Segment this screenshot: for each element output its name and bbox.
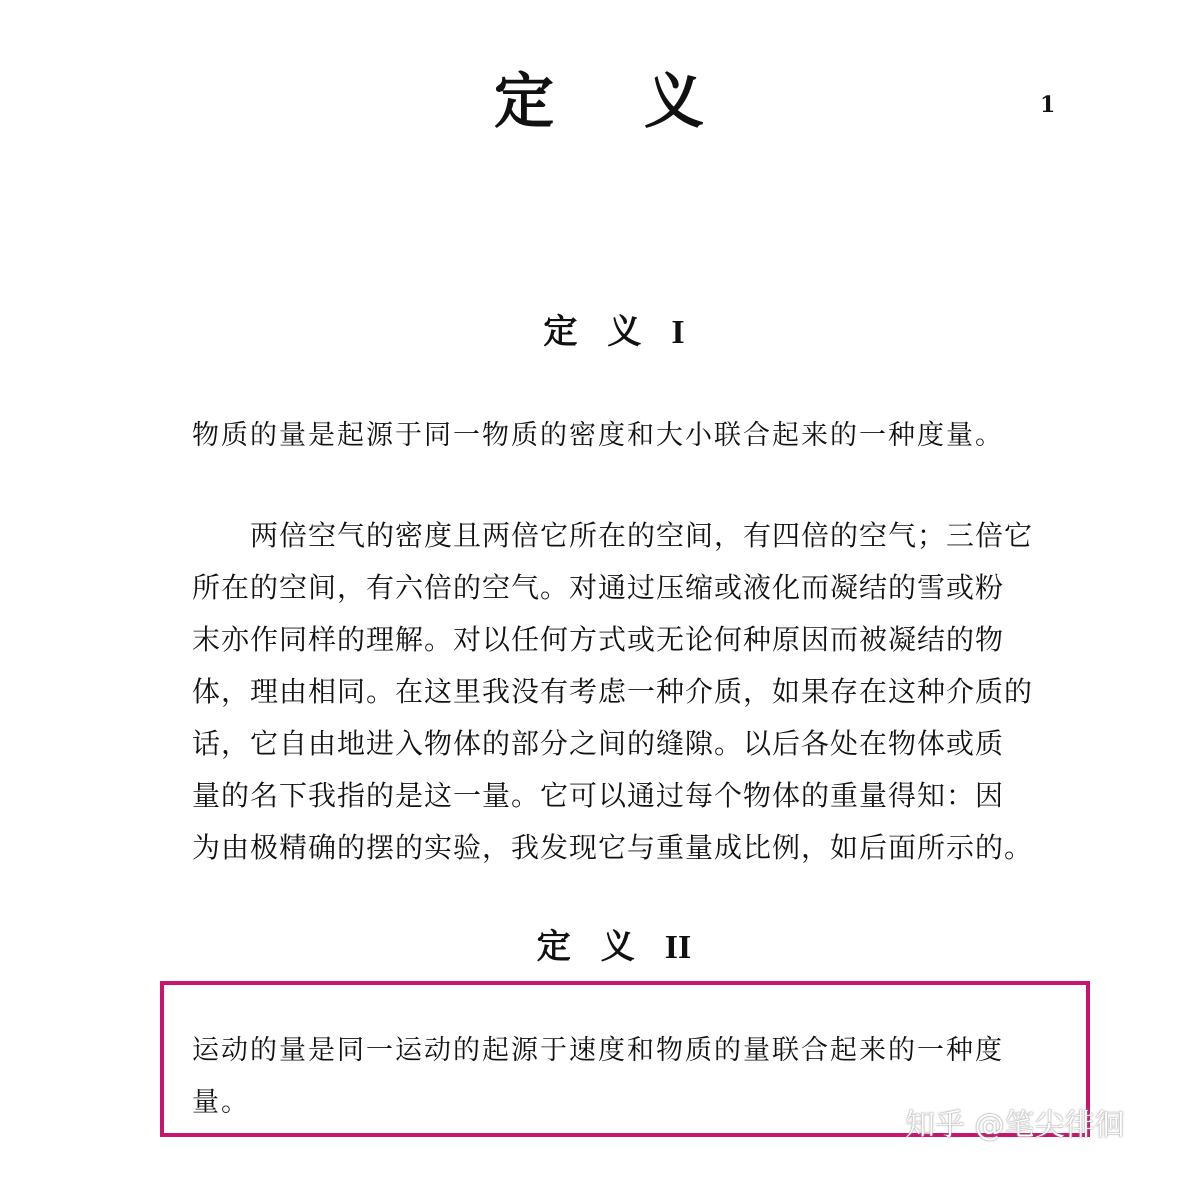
definition-2-line-2: 量。 — [192, 1087, 250, 1118]
paragraph-line: 末亦作同样的理解。对以任何方式或无论何种原因而被凝结的物 — [192, 623, 1005, 656]
watermark: 知乎 @笔尖徘徊 — [905, 1108, 1125, 1143]
heading-word-2: 义 — [600, 927, 635, 967]
heading-numeral: I — [671, 314, 685, 351]
page-title — [0, 62, 1198, 142]
heading-word-1: 定 — [543, 312, 578, 352]
definition-1-text: 物质的量是起源于同一物质的密度和大小联合起来的一种度量。 — [192, 420, 1004, 451]
page-title-char-1: 定 — [494, 67, 554, 137]
paragraph-line: 体，理由相同。在这里我没有考虑一种介质，如果存在这种介质的 — [192, 675, 1034, 708]
paragraph-line: 话，它自由地进入物体的部分之间的缝隙。以后各处在物体或质 — [192, 727, 1005, 760]
definition-2-line-1: 运动的量是同一运动的起源于速度和物质的量联合起来的一种度 — [192, 1035, 1004, 1066]
heading-numeral: II — [664, 929, 692, 966]
page-title-char-2: 义 — [644, 67, 704, 137]
section-heading-1 — [0, 310, 1198, 355]
paragraph-line: 所在的空间，有六倍的空气。对通过压缩或液化而凝结的雪或粉 — [192, 571, 1005, 604]
paragraph-line: 量的名下我指的是这一量。它可以通过每个物体的重量得知：因 — [192, 779, 1005, 812]
paragraph-line: 为由极精确的摆的实验，我发现它与重量成比例，如后面所示的。 — [192, 831, 1034, 864]
heading-word-2: 义 — [607, 312, 642, 352]
section-heading-2 — [0, 925, 1198, 970]
heading-word-1: 定 — [536, 927, 571, 967]
paragraph-line: 两倍空气的密度且两倍它所在的空间，有四倍的空气；三倍它 — [250, 519, 1034, 552]
page-number: 1 — [1040, 92, 1056, 118]
explanation-paragraph — [192, 510, 1034, 874]
